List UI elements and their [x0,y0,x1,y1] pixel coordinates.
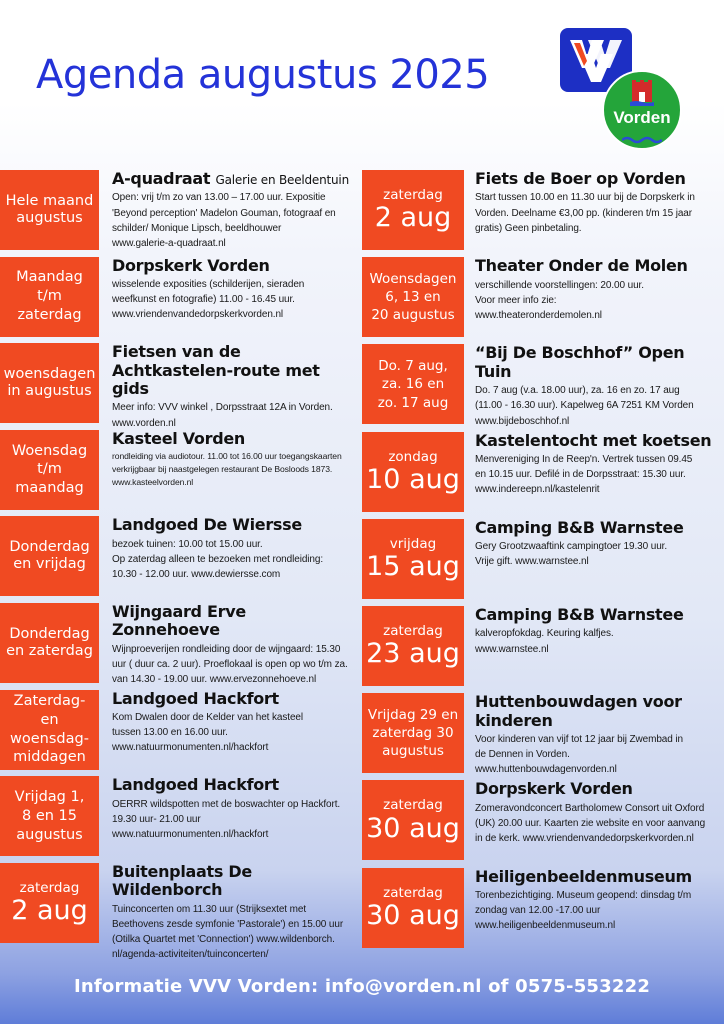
event-description-line: Vorden. Deelname €3,00 pp. (kinderen t/m 15 jaar [475,207,693,219]
event-description-line: Do. 7 aug (v.a. 18.00 uur), za. 16 en zo. 17 aug [475,385,680,397]
event-description [112,400,356,430]
event-description-line: Torenbezichtiging. Museum geopend: dinsdag t/m [475,889,692,901]
event-description [112,450,356,489]
event-description [475,801,721,847]
event-description-line: Voor meer info zie: [475,294,557,306]
date-label-line: zaterdag 30 [372,725,454,742]
date-label-line: middagen [13,749,86,766]
event-heading [112,863,356,900]
event-description-line: Gery Grootzwaaftink campingtoer 19.30 uur. [475,541,668,553]
event-description [475,452,721,498]
event-description-line: nl/agenda-activiteiten/tuinconcerten/ [112,949,269,961]
event-description [112,277,356,323]
event-details [112,863,356,963]
event-heading [112,257,356,275]
date-label [362,519,464,599]
event-heading [475,519,721,537]
date-label-line: en zaterdag [6,643,93,659]
event-heading [475,344,721,381]
event-details [112,257,356,323]
event-details [112,776,356,842]
date-label-line: 15 aug [366,551,460,583]
event-description [475,539,721,569]
event-heading-text: Kasteel Vorden [112,428,246,448]
event-heading-text: Huttenbouwdagen voor kinderen [475,692,682,730]
event-description-line: 10.30 - 12.00 uur. www.dewiersse.com [112,569,281,581]
event-description-line: wisselende exposities (schilderijen, sieraden [112,278,305,290]
date-label [0,863,99,943]
event-details [475,432,721,498]
event-details [112,430,356,489]
date-label [0,430,99,510]
date-label-line: t/m [37,288,62,305]
event-description-line: zondag van 12.00 -17.00 uur [475,905,601,917]
event-details [475,606,721,657]
event-description-line: www.huttenbouwdagenvorden.nl [475,764,617,776]
event-heading-text: Landgoed De Wiersse [112,515,302,535]
event-heading-sub: Galerie en Beeldentuin [215,173,349,187]
date-label [0,516,99,596]
date-label-line: augustus [16,210,83,226]
event-description-line: OERRR wildspotten met de boswachter op Hackfort. [112,798,341,810]
agenda-item [361,257,721,335]
date-label-line: Donderdag [9,625,90,642]
agenda-item [361,692,721,776]
agenda-item [361,868,721,946]
event-description [112,710,356,756]
date-label [362,868,464,948]
date-label [362,780,464,860]
date-label-line: Zaterdag- [13,692,86,709]
event-details [112,170,356,251]
date-label-line: vrijdag [389,535,437,552]
date-label-line: 6, 13 en [385,289,441,306]
date-label-line: 2 aug [11,895,88,927]
date-label-line: Vrijdag 29 en [367,706,459,723]
event-heading [475,693,721,730]
event-heading-text: Camping B&B Warnstee [475,517,684,537]
event-description [475,626,721,656]
date-label [0,343,99,423]
event-heading [112,776,356,794]
page-title: Agenda augustus 2025 [36,52,490,98]
date-label-line: 20 augustus [371,307,455,324]
date-label-line: zaterdag [19,879,80,896]
date-label-line: augustus [382,743,444,760]
agenda-item [361,780,721,858]
date-label-line: Vrijdag 1, [14,788,85,805]
date-label-line: en woensdag- [10,711,89,747]
event-description-line: Meer info: VVV winkel , Dorpsstraat 12A in Vorden. [112,402,333,414]
date-label-line: zaterdag [17,307,82,324]
event-description-line: www.indereepn.nl/kastelenrit [475,484,600,496]
event-description [112,902,356,963]
date-label-line: zaterdag [383,187,443,204]
event-details [475,693,721,777]
date-label-line: Do. 7 aug, [378,358,448,375]
badge-name: Vorden [613,108,671,127]
event-description-line: www.natuurmonumenten.nl/hackfort [112,828,269,840]
event-heading-text: Fiets de Boer op Vorden [475,169,686,188]
date-label [362,693,464,773]
agenda-item [0,602,360,686]
event-description-line: verschillende voorstellingen: 20.00 uur. [475,279,644,291]
event-description-line: www.vorden.nl [112,417,176,429]
event-heading-text: Heiligenbeeldenmuseum [475,866,692,886]
event-description-line: Kom Dwalen door de Kelder van het kasteel [112,711,304,723]
date-label-line: in augustus [7,383,92,400]
event-description-line: tussen 13.00 en 16.00 uur. [112,727,228,739]
event-heading-text: Wijngaard Erve Zonnehoeve [112,602,246,640]
event-description-line: Open: vrij t/m zo van 13.00 – 17.00 uur. Expositie [112,192,326,204]
event-description-line: www.galerie-a-quadraat.nl [112,237,226,249]
event-description-line: en 10.15 uur. Defilé in de Dorpsstraat: 15.30 uur. [475,469,686,481]
event-description-line: bezoek tuinen: 10.00 tot 15.00 uur. [112,538,263,550]
event-details [112,516,356,582]
agenda-item [0,257,360,335]
agenda-item [0,776,360,854]
event-description-line: 'Beyond perception' Madelon Gouman, fotograaf en [112,207,336,219]
wave-icon [622,129,662,148]
event-heading [112,430,356,448]
date-label-line: 8 en 15 [21,807,77,824]
date-label [362,432,464,512]
event-details [475,519,721,570]
event-description-line: Zomeravondconcert Bartholomew Consort uit Oxford [475,802,705,814]
event-heading-text: Buitenplaats De Wildenborch [112,861,252,900]
date-label [362,170,464,250]
date-label [0,776,99,856]
event-description-line: uur ( duur ca. 2 uur). Proeflokaal is open op wo t/m za. [112,658,348,670]
event-description-line: in de kerk. www.vriendenvandedorpskerkvorden.nl [475,833,694,845]
agenda-item [361,432,721,510]
date-label-line: Woensdagen [369,270,457,287]
event-description [112,642,356,688]
event-details [475,344,721,428]
event-description-line: Start tussen 10.00 en 11.30 uur bij de Dorpskerk in [475,192,695,204]
event-description [475,278,721,324]
event-heading-text: “Bij De Boschhof” Open Tuin [475,343,685,381]
event-description-line: www.kasteelvorden.nl [112,476,194,487]
date-label-line: zaterdag [383,884,443,901]
event-description [112,537,356,583]
event-description [112,190,356,251]
event-description [475,888,721,934]
event-heading-text: A-quadraat [112,169,211,188]
date-label-line: zaterdag [383,623,443,640]
event-heading [112,343,356,398]
event-heading-text: Fietsen van de Achtkastelen-route met gids [112,342,320,398]
agenda-item [361,606,721,684]
agenda-item [0,690,360,768]
event-details [475,257,721,323]
footer-info: Informatie VVV Vorden: info@vorden.nl of 0575-553222 [73,976,651,997]
event-description-line: Wijnproeverijen rondleiding door de wijngaard: 15.30 [112,643,341,655]
event-heading [475,257,721,275]
event-description-line: Op zaterdag alleen te bezoeken met rondleiding: [112,553,323,565]
event-description-line: Voor kinderen van vijf tot 12 jaar bij Zwembad in [475,733,683,745]
event-description [475,732,721,778]
event-description-line: verkrijgbaar bij naastgelegen restaurant De Bosloods 1873. [112,464,333,475]
event-description-line: www.theateronderdemolen.nl [475,309,602,321]
event-description [112,797,356,843]
event-description-line: schilder/ Monique Lipsch, beeldhouwer [112,222,282,234]
event-description-line: Menvereniging In de Reep'n. Vertrek tussen 09.45 [475,453,693,465]
date-label-line: 23 aug [366,638,460,670]
event-heading [475,868,721,886]
event-description [475,383,721,429]
date-label-line: augustus [16,826,83,843]
event-details [112,603,356,687]
event-description-line: van 14.30 - 19.00 uur. www.ervezonnehoeve.nl [112,674,317,686]
event-description-line: Vrije gift. www.warnstee.nl [475,556,589,568]
date-label-line: Donderdag [9,539,90,555]
event-description-line: 19.30 uur- 21.00 uur [112,813,201,825]
event-heading-text: Dorpskerk Vorden [112,255,270,275]
date-label-line: 2 aug [374,202,452,234]
event-description-line: www.vriendenvandedorpskerkvorden.nl [112,309,284,321]
event-heading-text: Kastelentocht met koetsen [475,430,712,450]
date-label [362,606,464,686]
event-details [475,170,721,236]
date-label-line: za. 16 en [381,376,445,393]
event-heading [112,170,356,188]
event-description-line: gratis) Geen pinbetaling. [475,222,582,234]
event-heading [112,690,356,708]
event-details [475,868,721,934]
event-description-line: kalveropfokdag. Keuring kalfjes. [475,628,614,640]
date-label-line: en vrijdag [13,556,86,573]
event-description-line: weefkunst en fotografie) 11.00 - 16.45 uur. [112,294,295,306]
event-details [475,780,721,846]
agenda-item [361,170,721,248]
event-heading-text: Landgoed Hackfort [112,775,279,795]
date-label-line: zondag [388,448,438,465]
date-label [362,344,464,424]
agenda-item [361,519,721,597]
date-label [362,257,464,337]
agenda-item [0,430,360,508]
date-label-line: woensdagen [3,365,96,382]
event-description-line: www.bijdeboschhof.nl [475,415,570,427]
event-description-line: www.heiligenbeeldenmuseum.nl [475,920,616,932]
date-label-line: Hele maand [5,192,94,209]
date-label-line: zo. 17 aug [377,394,449,411]
agenda-item [0,170,360,248]
date-label [0,690,99,770]
event-description-line: www.warnstee.nl [475,643,549,655]
event-description-line: Tuinconcerten om 11.30 uur (Strijksextet met [112,903,307,915]
event-heading-text: Camping B&B Warnstee [475,605,684,624]
event-description-line: Beethovens zesde symfonie 'Pastorale') en 15.00 uur [112,918,344,930]
event-heading [475,780,721,798]
agenda-item [0,516,360,594]
event-heading-text: Landgoed Hackfort [112,688,279,708]
event-description-line: de Dennen in Vorden. [475,749,570,761]
date-label [0,603,99,683]
date-label [0,170,99,250]
vorden-badge-logo [602,70,682,150]
date-label-line: Maandag [16,269,83,286]
date-label-line: t/m [37,461,62,478]
event-heading [112,516,356,534]
date-label-line: 10 aug [366,463,460,495]
agenda-item [361,343,721,427]
event-heading [475,606,721,624]
agenda-item [0,861,360,961]
event-heading-text: Theater Onder de Molen [475,256,688,276]
event-details [112,343,356,431]
date-label-line: maandag [15,480,84,497]
date-label-line: 30 aug [366,899,460,931]
event-description-line: (Otilka Quartet met 'Connection') www.wildenborch. [112,933,335,945]
event-details [112,690,356,756]
date-label-line: Woensdag [11,442,88,459]
event-heading [112,603,356,640]
event-description-line: www.natuurmonumenten.nl/hackfort [112,742,269,754]
event-description-line: (UK) 20.00 uur. Kaarten zie website en voor aanvang [475,817,706,829]
event-description-line: (11.00 - 16.30 uur). Kapelweg 6A 7251 KM Vorden [475,400,694,412]
event-heading [475,170,721,188]
date-label [0,257,99,337]
event-description [475,190,721,236]
date-label-line: zaterdag [383,797,443,814]
date-label-line: 30 aug [366,812,460,844]
event-heading-text: Dorpskerk Vorden [475,779,633,799]
event-description-line: rondleiding via audiotour. 11.00 tot 16.00 uur toegangskaarten [112,451,342,462]
castle-crest-icon [630,80,654,106]
event-heading [475,432,721,450]
agenda-item [0,342,360,429]
